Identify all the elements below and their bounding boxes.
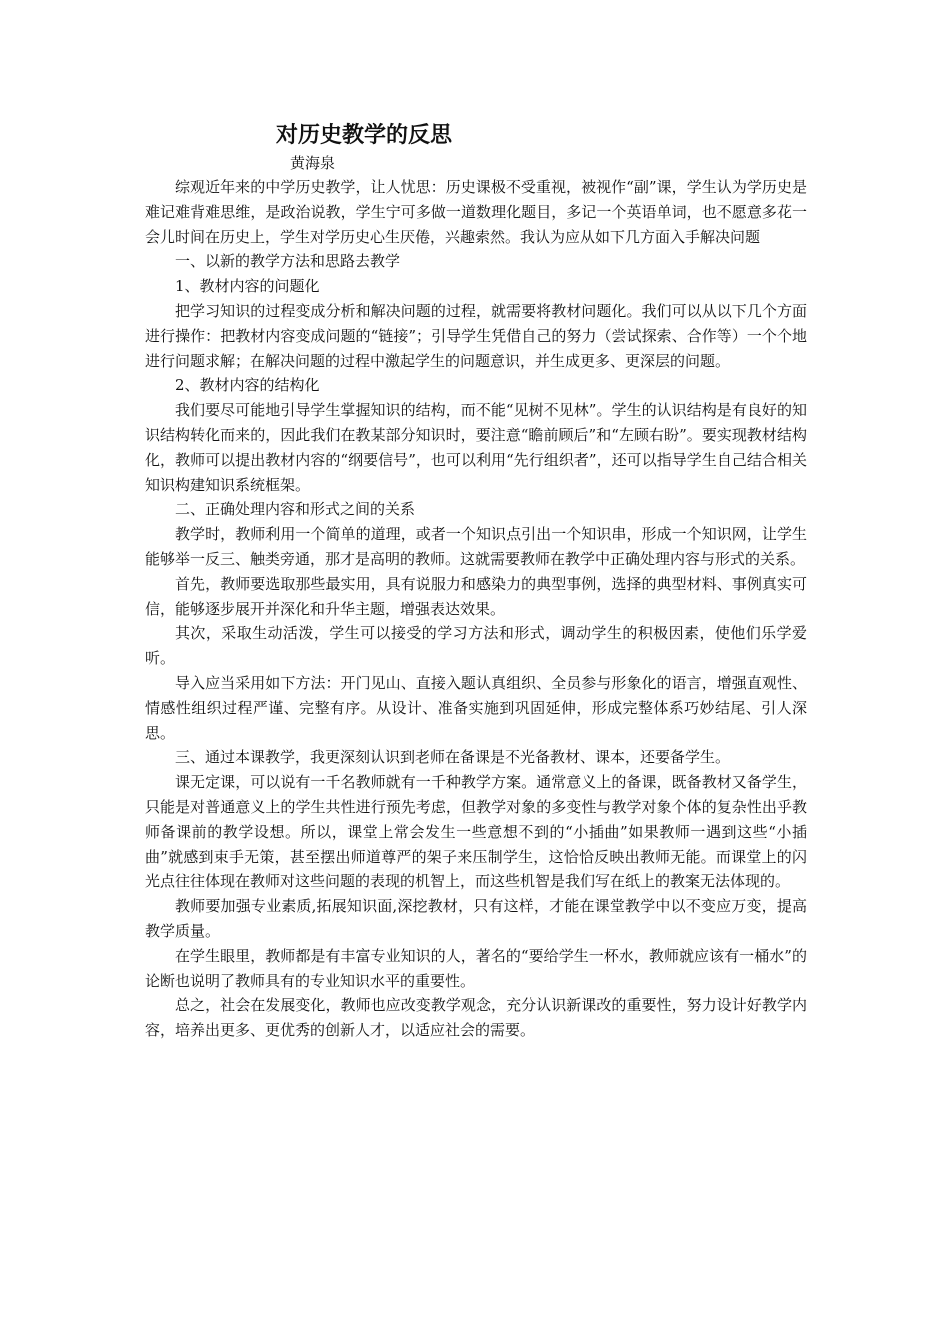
paragraph: 在学生眼里，教师都是有丰富专业知识的人，著名的“要给学生一杯水，教师就应该有一桶水”的论断也说明了教师具有的专业知识水平的重要性。 bbox=[145, 946, 807, 990]
subsection-heading-1-2: 2、教材内容的结构化 bbox=[175, 376, 320, 395]
paragraph: 首先，教师要选取那些最实用，具有说服力和感染力的典型事例，选择的典型材料、事例真实可信，能够逐步展开并深化和升华主题，增强表达效果。 bbox=[145, 574, 807, 618]
paragraph: 我们要尽可能地引导学生掌握知识的结构，而不能“见树不见林”。学生的认识结构是有良好的知识结构转化而来的，因此我们在教某部分知识时，要注意“瞻前顾后”和“左顾右盼”。要实现教材结构化，教师可以提出教材内容的“纲要信号”，也可以利用“先行组织者”，还可以指导学生自己结合相关知识构建知识系统框架。 bbox=[145, 401, 807, 494]
paragraph: 导入应当采用如下方法：开门见山、直接入题认真组织、全员参与形象化的语言，增强直观性、情感性组织过程严谨、完整有序。从设计、准备实施到巩固延伸，形成完整体系巧妙结尾、引人深思。 bbox=[145, 673, 807, 742]
section-heading-3: 三、通过本课教学，我更深刻认识到老师在备课是不光备教材、课本，还要备学生。 bbox=[175, 748, 731, 767]
document-author: 黄海泉 bbox=[290, 154, 336, 172]
document-body bbox=[145, 175, 807, 1043]
paragraph-conclusion: 总之，社会在发展变化，教师也应改变教学观念，充分认识新课改的重要性，努力设计好教学内容，培养出更多、更优秀的创新人才，以适应社会的需要。 bbox=[145, 996, 807, 1040]
paragraph: 教师要加强专业素质,拓展知识面,深挖教材，只有这样，才能在课堂教学中以不变应万变，提高教学质量。 bbox=[145, 897, 807, 940]
section-heading-2: 二、正确处理内容和形式之间的关系 bbox=[175, 500, 416, 519]
paragraph-intro: 综观近年来的中学历史教学，让人忧思：历史课极不受重视，被视作“副”课，学生认为学历史是难记难背难思维，是政治说教，学生宁可多做一道数理化题目，多记一个英语单词，也不愿意多花一会儿时间在历史上，学生对学历史心生厌倦，兴趣索然。我认为应从如下几方面入手解决问题 bbox=[145, 178, 807, 246]
paragraph: 把学习知识的过程变成分析和解决问题的过程，就需要将教材问题化。我们可以从以下几个方面进行操作：把教材内容变成问题的“链接”；引导学生凭借自己的努力（尝试探索、合作等）一个个地进行问题求解；在解决问题的过程中激起学生的问题意识，并生成更多、更深层的问题。 bbox=[145, 301, 807, 370]
paragraph: 其次，采取生动活泼，学生可以接受的学习方法和形式，调动学生的积极因素，使他们乐学爱听。 bbox=[145, 624, 807, 668]
subsection-heading-1-1: 1、教材内容的问题化 bbox=[175, 277, 320, 296]
section-heading-1: 一、以新的教学方法和思路去教学 bbox=[175, 252, 401, 271]
paragraph: 课无定课，可以说有一千名教师就有一千种教学方案。通常意义上的备课，既备教材又备学生，只能是对普通意义上的学生共性进行预先考虑，但教学对象的多变性与教学对象个体的复杂性出乎教师备课前的教学设想。所以，课堂上常会发生一些意想不到的“小插曲”如果教师一遇到这些“小插曲”就感到束手无策，甚至摆出师道尊严的架子来压制学生，这恰恰反映出教师无能。而课堂上的闪光点往往体现在教师对这些问题的表现的机智上，而这些机智是我们写在纸上的教案无法体现的。 bbox=[145, 773, 807, 891]
document-title: 对历史教学的反思 bbox=[276, 123, 453, 148]
paragraph: 教学时，教师利用一个简单的道理，或者一个知识点引出一个知识串，形成一个知识网，让学生能够举一反三、触类旁通，那才是高明的教师。这就需要教师在教学中正确处理内容与形式的关系。 bbox=[145, 525, 807, 568]
